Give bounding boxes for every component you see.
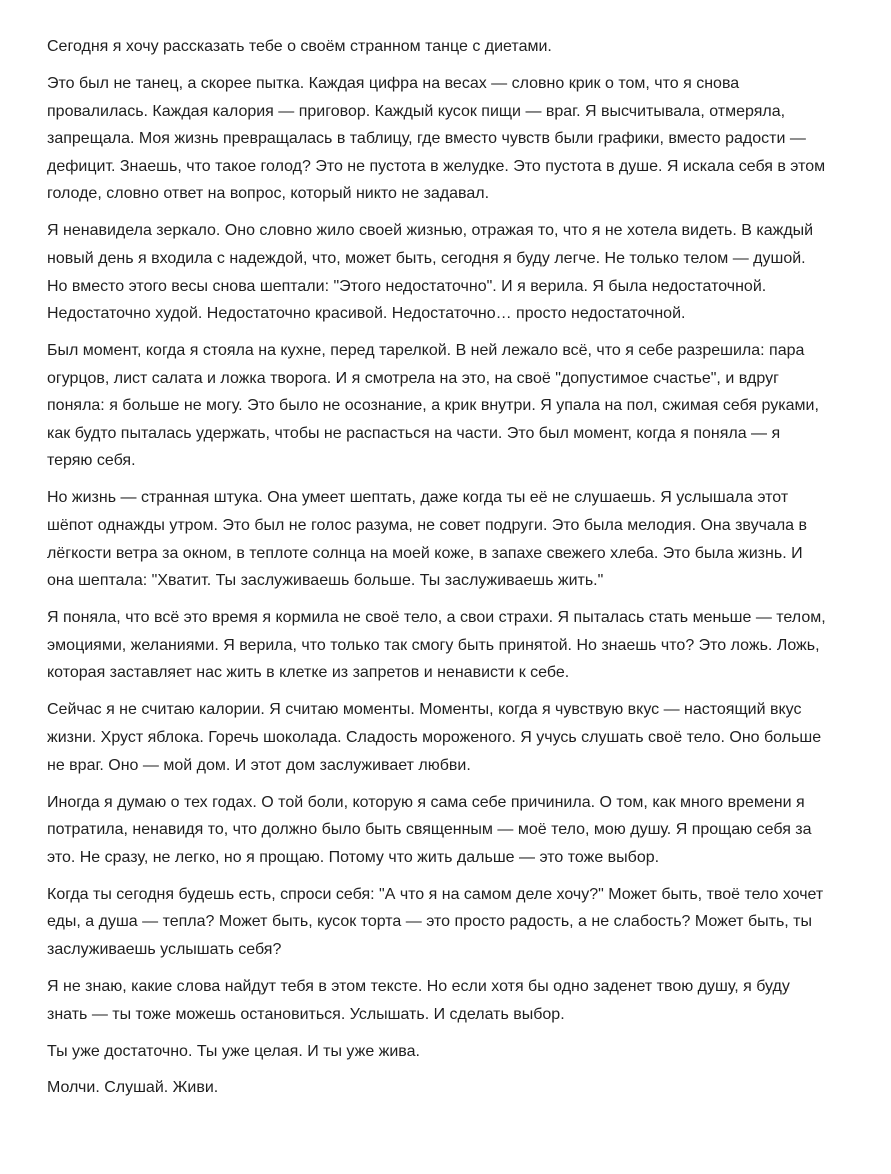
- paragraph-11: Ты уже достаточно. Ты уже целая. И ты уже жива.: [47, 1042, 420, 1060]
- paragraph-12: Молчи. Слушай. Живи.: [47, 1079, 219, 1097]
- paragraph-4: Был момент, когда я стояла на кухне, перед тарелкой. В ней лежало всё, что я себе разрешила: пара огурцов, лист салата и ложка творога. И я смотрела на это, на своё "допустимое счастье", и вдруг поняла: я больше не могу. Это было не осознание, а крик внутри. Я упала на пол, сжимая себя руками, как будто пыталась удержать, чтобы не распасться на части. Это был момент, когда я поняла — я теряю себя.: [47, 342, 819, 470]
- article-body: [47, 33, 827, 1111]
- paragraph-2: Это был не танец, а скорее пытка. Каждая цифра на весах — словно крик о том, что я снова провалилась. Каждая калория — приговор. Каждый кусок пищи — враг. Я высчитывала, отмеряла, запрещала. Моя жизнь превращалась в таблицу, где вместо чувств были графики, вместо радости — дефицит. Знаешь, что такое голод? Это не пустота в желудке. Это пустота в душе. Я искала себя в этом голоде, словно ответ на вопрос, который никто не задавал.: [47, 74, 826, 203]
- paragraph-9: Когда ты сегодня будешь есть, спроси себя: "А что я на самом деле хочу?" Может быть, твоё тело хочет еды, а душа — тепла? Может быть, кусок торта — это просто радость, а не слабость? Может быть, ты заслуживаешь услышать себя?: [47, 885, 824, 958]
- paragraph-6: Я поняла, что всё это время я кормила не своё тело, а свои страхи. Я пыталась стать меньше — телом, эмоциями, желаниями. Я верила, что только так смогу быть принятой. Но знаешь что? Это ложь. Ложь, которая заставляет нас жить в клетке из запретов и ненависти к себе.: [47, 609, 826, 682]
- paragraph-10: Я не знаю, какие слова найдут тебя в этом тексте. Но если хотя бы одно заденет твою душу, я буду знать — ты тоже можешь остановиться. Услышать. И сделать выбор.: [47, 977, 790, 1023]
- paragraph-1: Сегодня я хочу рассказать тебе о своём странном танце с диетами.: [47, 38, 552, 55]
- paragraph-8: Иногда я думаю о тех годах. О той боли, которую я сама себе причинила. О том, как много времени я потратила, ненавидя то, что должно было быть священным — моё тело, мою душу. Я прощаю себя за это. Не сразу, не легко, но я прощаю. Потому что жить дальше — это тоже выбор.: [47, 793, 812, 866]
- paragraph-7: Сейчас я не считаю калории. Я считаю моменты. Моменты, когда я чувствую вкус — настоящий вкус жизни. Хруст яблока. Горечь шоколада. Сладость мороженого. Я учусь слушать своё тело. Оно больше не враг. Оно — мой дом. И этот дом заслуживает любви.: [47, 701, 822, 774]
- paragraph-3: Я ненавидела зеркало. Оно словно жило своей жизнью, отражая то, что я не хотела видеть. В каждый новый день я входила с надеждой, что, может быть, сегодня я буду легче. Не только телом — душой. Но вместо этого весы снова шептали: "Этого недостаточно". И я верила. Я была недостаточной. Недостаточно худой. Недостаточно красивой. Недостаточно… просто недостаточной.: [47, 222, 814, 323]
- paragraph-5: Но жизнь — странная штука. Она умеет шептать, даже когда ты её не слушаешь. Я услышала этот шёпот однажды утром. Это был не голос разума, не совет подруги. Это была мелодия. Она звучала в лёгкости ветра за окном, в теплоте солнца на моей коже, в запахе свежего хлеба. Это была жизнь. И она шептала: "Хватит. Ты заслуживаешь больше. Ты заслуживаешь жить.": [47, 489, 807, 590]
